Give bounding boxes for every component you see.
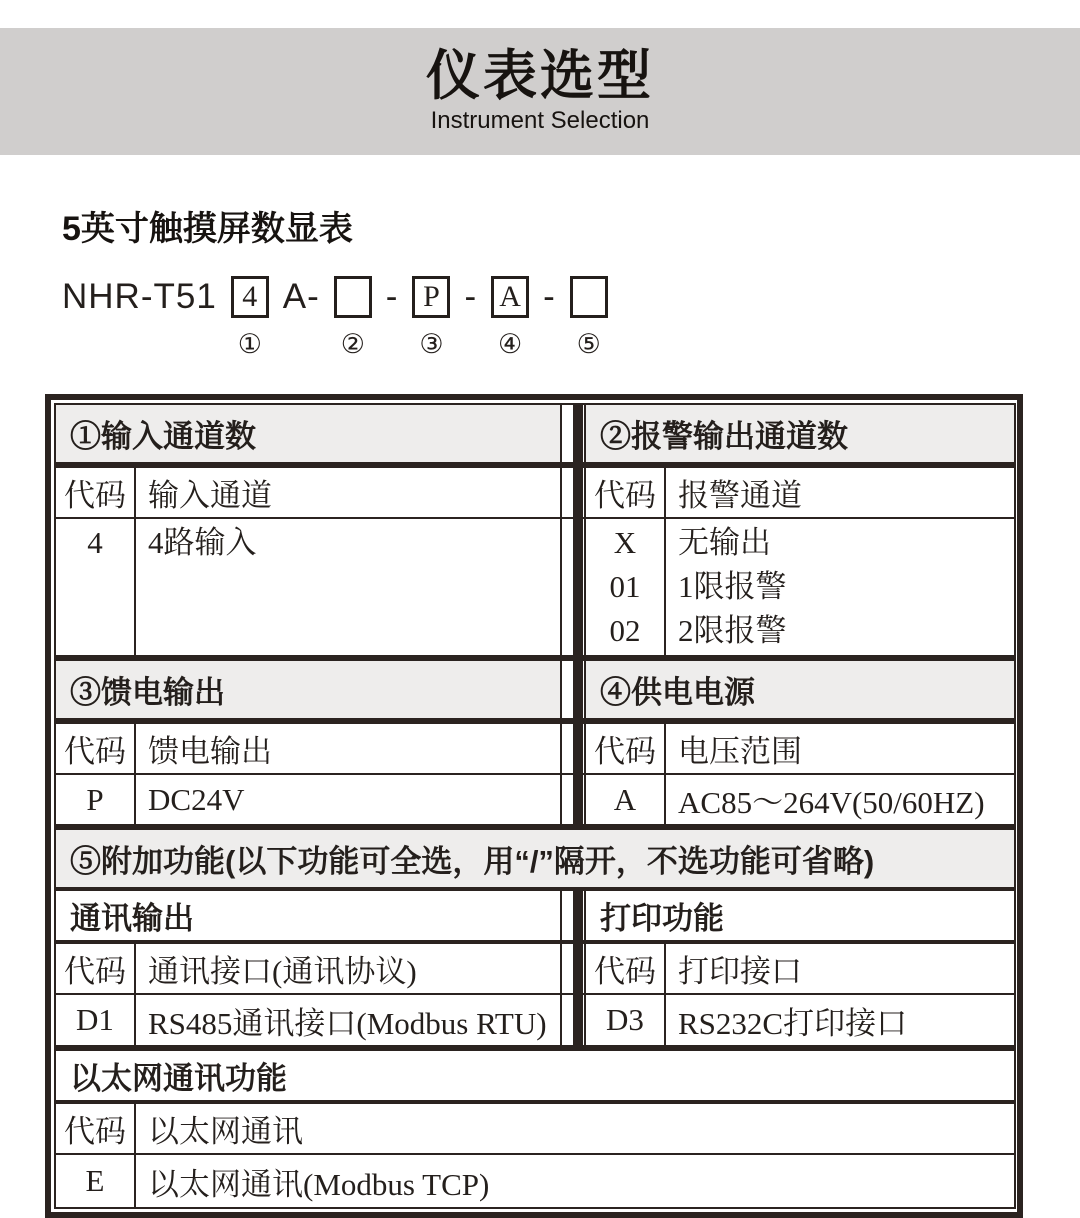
comm-code: D1 bbox=[55, 994, 135, 1048]
print-desc: RS232C打印接口 bbox=[665, 994, 1015, 1048]
model-box-1: 4 bbox=[231, 276, 269, 318]
model-box-3: P bbox=[412, 276, 450, 318]
comm-col-label: 通讯接口(通讯协议) bbox=[135, 942, 561, 994]
section-excitation-header: ③馈电输出 bbox=[55, 658, 561, 721]
excitation-desc: DC24V bbox=[135, 774, 561, 827]
excitation-code: P bbox=[55, 774, 135, 827]
input-descs: 4路输入 bbox=[135, 518, 561, 658]
model-code-row bbox=[62, 276, 1080, 318]
input-col-label: 输入通道 bbox=[135, 465, 561, 518]
section-input-header: ①输入通道数 bbox=[55, 404, 561, 465]
section-power-header: ④供电电源 bbox=[585, 658, 1015, 721]
ethernet-code-label: 代码 bbox=[55, 1102, 135, 1154]
comm-desc: RS485通讯接口(Modbus RTU) bbox=[135, 994, 561, 1048]
model-sep-3: - bbox=[464, 277, 478, 316]
selection-table-frame bbox=[45, 394, 1023, 1218]
power-code: A bbox=[585, 774, 665, 827]
print-col-label: 打印接口 bbox=[665, 942, 1015, 994]
power-desc: AC85～264V(50/60HZ) bbox=[665, 774, 1015, 827]
page bbox=[0, 28, 1080, 1218]
excitation-col-label: 馈电输出 bbox=[135, 721, 561, 774]
circle-3: ③ bbox=[419, 328, 444, 359]
circle-2: ② bbox=[340, 328, 365, 359]
model-box-4: A bbox=[491, 276, 529, 318]
print-code: D3 bbox=[585, 994, 665, 1048]
banner bbox=[0, 28, 1080, 155]
selection-table bbox=[54, 403, 1016, 1209]
input-codes: 4 bbox=[55, 518, 135, 658]
print-code-label: 代码 bbox=[585, 942, 665, 994]
page-subtitle: Instrument Selection bbox=[430, 106, 650, 134]
ethernet-header: 以太网通讯功能 bbox=[55, 1048, 1015, 1102]
product-heading: 5英寸触摸屏数显表 bbox=[62, 210, 353, 248]
middle-divider bbox=[561, 518, 585, 658]
model-sep-1: A- bbox=[282, 277, 320, 316]
ethernet-code: E bbox=[55, 1154, 135, 1208]
alarm-col-label: 报警通道 bbox=[665, 465, 1015, 518]
middle-divider bbox=[561, 721, 585, 774]
alarm-descs: 无输出 1限报警 2限报警 bbox=[665, 518, 1015, 658]
middle-divider bbox=[561, 658, 585, 721]
model-sep-2: - bbox=[385, 277, 399, 316]
model-circle-row bbox=[62, 324, 1080, 364]
alarm-code-label: 代码 bbox=[585, 465, 665, 518]
model-box-2 bbox=[334, 276, 372, 318]
circle-4: ④ bbox=[498, 328, 523, 359]
page-title: 仪表选型 bbox=[426, 46, 654, 107]
middle-divider bbox=[561, 994, 585, 1048]
model-sep-4: - bbox=[543, 277, 556, 316]
comm-code-label: 代码 bbox=[55, 942, 135, 994]
middle-divider bbox=[561, 404, 585, 465]
middle-divider bbox=[561, 942, 585, 994]
excitation-code-label: 代码 bbox=[55, 721, 135, 774]
power-col-label: 电压范围 bbox=[665, 721, 1015, 774]
ethernet-col-label: 以太网通讯 bbox=[135, 1102, 1015, 1154]
model-code bbox=[62, 276, 1080, 364]
circle-1: ① bbox=[237, 328, 262, 359]
middle-divider bbox=[561, 465, 585, 518]
middle-divider bbox=[561, 774, 585, 827]
ethernet-desc: 以太网通讯(Modbus TCP) bbox=[135, 1154, 1015, 1208]
circle-5: ⑤ bbox=[576, 328, 601, 359]
section-additional-header: ⑤附加功能(以下功能可全选，用“/”隔开，不选功能可省略) bbox=[55, 827, 1015, 889]
model-box-5 bbox=[570, 276, 608, 318]
print-function-header: 打印功能 bbox=[585, 889, 1015, 942]
input-code-label: 代码 bbox=[55, 465, 135, 518]
model-prefix: NHR-T51 bbox=[62, 277, 217, 316]
alarm-codes: X 01 02 bbox=[585, 518, 665, 658]
section-alarm-header: ②报警输出通道数 bbox=[585, 404, 1015, 465]
comm-output-header: 通讯输出 bbox=[55, 889, 561, 942]
middle-divider bbox=[561, 889, 585, 942]
power-code-label: 代码 bbox=[585, 721, 665, 774]
